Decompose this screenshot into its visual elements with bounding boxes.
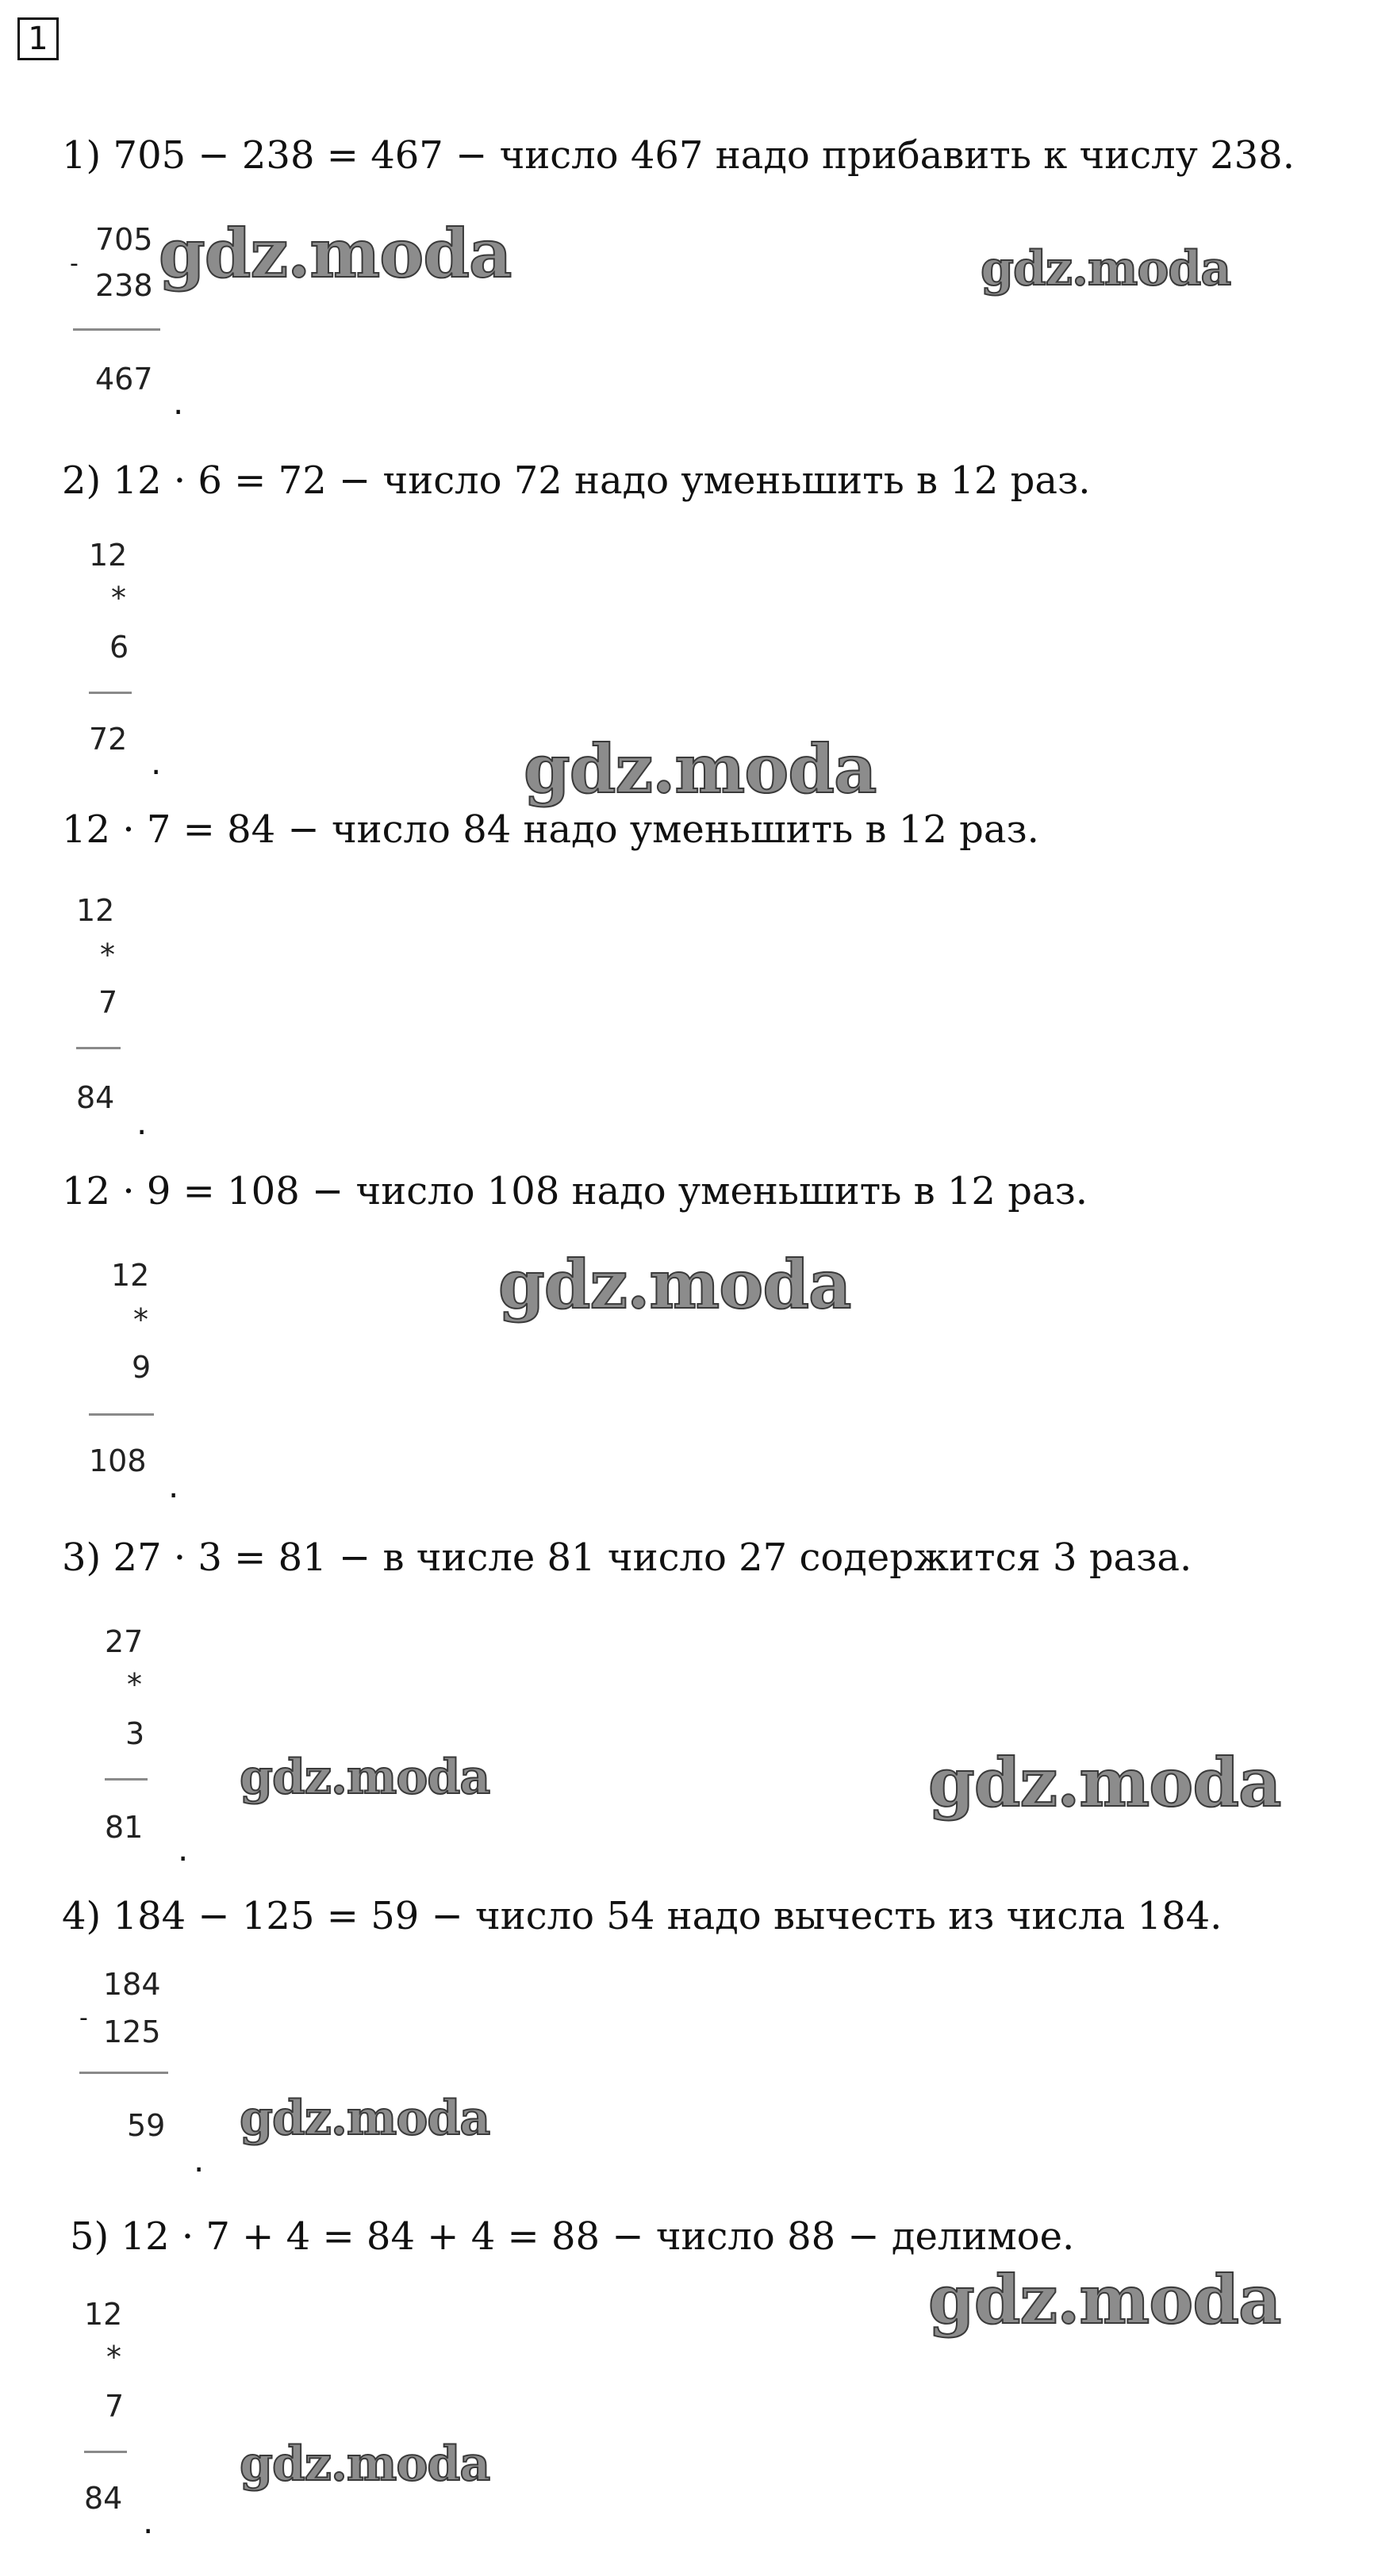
calc-operand-bottom: 238 (95, 268, 153, 303)
watermark: gdz.moda (981, 241, 1231, 297)
calc-result: 59 (127, 2108, 166, 2143)
calc-operand-top: 12 (76, 893, 115, 928)
calc-result: 81 (105, 1810, 144, 1845)
calc-operand-top: 12 (89, 538, 128, 573)
watermark: gdz.moda (159, 214, 512, 293)
calc-underline (89, 1413, 154, 1416)
watermark: gdz.moda (240, 2436, 490, 2492)
multiply-sign: * (111, 581, 126, 615)
calc-operand-bottom: 3 (125, 1716, 145, 1751)
calc-result: 84 (76, 1080, 115, 1115)
calc-dot: . (136, 1103, 148, 1142)
calc-result: 72 (89, 722, 128, 757)
calc-dot: . (168, 1466, 179, 1505)
calc-result: 84 (84, 2481, 123, 2516)
calc-operand-bottom: 6 (109, 630, 129, 665)
multiply-sign: * (127, 1667, 142, 1702)
calc-dot: . (151, 743, 162, 782)
minus-sign: - (79, 2004, 88, 2032)
calc-operand-bottom: 9 (132, 1350, 152, 1385)
calc-operand-top: 27 (105, 1624, 144, 1659)
calc-operand-bottom: 125 (103, 2014, 161, 2049)
solution-line-4: 12 · 9 = 108 − число 108 надо уменьшить в 12 раз. (62, 1169, 1088, 1213)
minus-sign: - (70, 250, 79, 278)
calc-underline (84, 2451, 127, 2453)
calc-result: 467 (95, 362, 153, 397)
watermark: gdz.moda (524, 730, 877, 808)
solution-line-7: 5) 12 · 7 + 4 = 84 + 4 = 88 − число 88 − делимое. (70, 2214, 1075, 2259)
solution-line-1: 1) 705 − 238 = 467 − число 467 надо прибавить к числу 238. (62, 133, 1295, 178)
calc-operand-top: 184 (103, 1967, 161, 2002)
calc-operand-top: 12 (84, 2297, 123, 2332)
calc-dot: . (173, 383, 184, 422)
calc-result: 108 (89, 1443, 147, 1478)
multiply-sign: * (106, 2340, 121, 2375)
calc-operand-bottom: 7 (105, 2389, 125, 2424)
solution-line-2: 2) 12 · 6 = 72 − число 72 надо уменьшить в 12 раз. (62, 458, 1091, 503)
calc-underline (79, 2072, 168, 2074)
calc-underline (76, 1047, 121, 1049)
watermark: gdz.moda (928, 1743, 1281, 1822)
task-number-box: 1 (17, 17, 59, 60)
calc-operand-bottom: 7 (98, 985, 118, 1020)
multiply-sign: * (133, 1302, 148, 1337)
calc-operand-top: 12 (111, 1258, 150, 1293)
solution-line-3: 12 · 7 = 84 − число 84 надо уменьшить в 12 раз. (62, 807, 1039, 852)
calc-dot: . (178, 1830, 189, 1869)
calc-dot: . (194, 2141, 205, 2179)
solution-line-5: 3) 27 · 3 = 81 − в числе 81 число 27 содержится 3 раза. (62, 1535, 1192, 1580)
calc-operand-top: 705 (95, 222, 153, 257)
watermark: gdz.moda (928, 2260, 1281, 2339)
watermark: gdz.moda (240, 1750, 490, 1805)
watermark: gdz.moda (498, 1245, 851, 1324)
solution-line-6: 4) 184 − 125 = 59 − число 54 надо вычесть из числа 184. (62, 1894, 1223, 1938)
calc-dot: . (143, 2502, 154, 2541)
calc-underline (89, 692, 132, 694)
watermark: gdz.moda (240, 2091, 490, 2146)
calc-underline (73, 328, 160, 331)
multiply-sign: * (100, 937, 115, 972)
calc-underline (105, 1778, 148, 1781)
